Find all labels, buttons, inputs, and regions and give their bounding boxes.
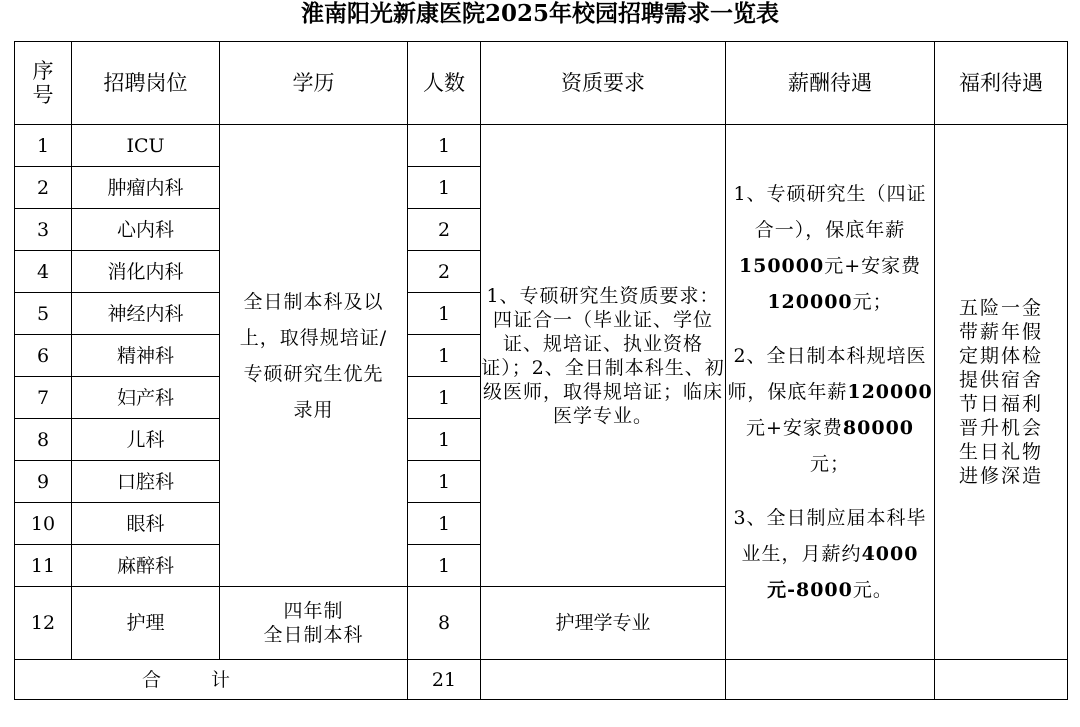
doctor-education-cell: 全日制本科及以上，取得规培证/专硕研究生优先录用	[220, 125, 408, 587]
nurse-qualification-cell: 护理学专业	[481, 587, 726, 660]
salary-item-3-text: 3、全日制应届本科毕业生，月薪约	[733, 507, 927, 565]
total-salary-empty	[726, 660, 935, 700]
doctor-qualification-cell: 1、专硕研究生资质要求：四证合一（毕业证、学位证、规培证、执业资格证）；2、全日制本科生、初级医师，取得规培证；临床医学专业。	[481, 125, 726, 587]
row-seq: 6	[15, 335, 72, 377]
salary-item-2-end: 元；	[809, 453, 850, 475]
row-position: 儿科	[72, 419, 220, 461]
row-seq: 1	[15, 125, 72, 167]
row-position: ICU	[72, 125, 220, 167]
row-position: 麻醉科	[72, 545, 220, 587]
row-count: 2	[408, 209, 481, 251]
row-count: 1	[408, 545, 481, 587]
header-salary: 薪酬待遇	[726, 42, 935, 125]
salary-item-2	[726, 338, 934, 482]
page-title: 淮南阳光新康医院2025年校园招聘需求一览表	[300, 0, 779, 27]
salary-item-2-bonus: 80000	[842, 417, 915, 439]
row-seq: 10	[15, 503, 72, 545]
table-header-row	[15, 42, 1068, 125]
row-count: 1	[408, 461, 481, 503]
row-position: 精神科	[72, 335, 220, 377]
salary-item-1	[726, 176, 934, 320]
row-seq: 9	[15, 461, 72, 503]
row-count: 2	[408, 251, 481, 293]
nurse-education-cell: 四年制 全日制本科	[220, 587, 408, 660]
total-row	[15, 660, 1068, 700]
row-position: 眼科	[72, 503, 220, 545]
row-count: 1	[408, 167, 481, 209]
header-benefits: 福利待遇	[935, 42, 1068, 125]
salary-item-1-end: 元；	[852, 291, 893, 313]
row-count: 1	[408, 419, 481, 461]
row-count: 1	[408, 377, 481, 419]
salary-item-2-mid: 元+安家费	[745, 417, 843, 439]
row-seq: 12	[15, 587, 72, 660]
row-count: 1	[408, 335, 481, 377]
row-position: 消化内科	[72, 251, 220, 293]
row-position: 护理	[72, 587, 220, 660]
row-count: 1	[408, 293, 481, 335]
row-count: 1	[408, 503, 481, 545]
row-position: 肿瘤内科	[72, 167, 220, 209]
header-count: 人数	[408, 42, 481, 125]
row-seq: 8	[15, 419, 72, 461]
row-count: 8	[408, 587, 481, 660]
row-seq: 7	[15, 377, 72, 419]
row-seq: 2	[15, 167, 72, 209]
salary-item-3	[726, 500, 934, 608]
table-row	[15, 125, 1068, 167]
row-seq: 4	[15, 251, 72, 293]
row-position: 口腔科	[72, 461, 220, 503]
header-education: 学历	[220, 42, 408, 125]
row-seq: 3	[15, 209, 72, 251]
header-seq: 序 号	[15, 42, 72, 125]
row-seq: 11	[15, 545, 72, 587]
salary-item-3-range: 4000元-8000	[767, 543, 919, 601]
salary-item-2-amount: 120000	[847, 381, 933, 403]
row-count: 1	[408, 125, 481, 167]
total-benefits-empty	[935, 660, 1068, 700]
total-label: 合计	[15, 660, 408, 700]
row-seq: 5	[15, 293, 72, 335]
header-qualification: 资质要求	[481, 42, 726, 125]
salary-item-2-text: 2、全日制本科规培医师，保底年薪	[727, 345, 927, 403]
row-position: 妇产科	[72, 377, 220, 419]
total-count: 21	[408, 660, 481, 700]
salary-item-1-amount: 150000	[738, 255, 825, 277]
salary-cell	[726, 125, 935, 660]
row-position: 神经内科	[72, 293, 220, 335]
salary-item-1-mid: 元+安家费	[824, 255, 922, 277]
salary-item-1-text: 1、专硕研究生（四证合一），保底年薪	[733, 183, 927, 241]
salary-item-3-end: 元。	[852, 579, 893, 601]
total-qualification-empty	[481, 660, 726, 700]
recruitment-table	[14, 41, 1068, 700]
salary-item-1-bonus: 120000	[767, 291, 853, 313]
header-position: 招聘岗位	[72, 42, 220, 125]
benefits-cell: 五险一金 带薪年假 定期体检 提供宿舍 节日福利 晋升机会 生日礼物 进修深造	[935, 125, 1068, 660]
row-position: 心内科	[72, 209, 220, 251]
